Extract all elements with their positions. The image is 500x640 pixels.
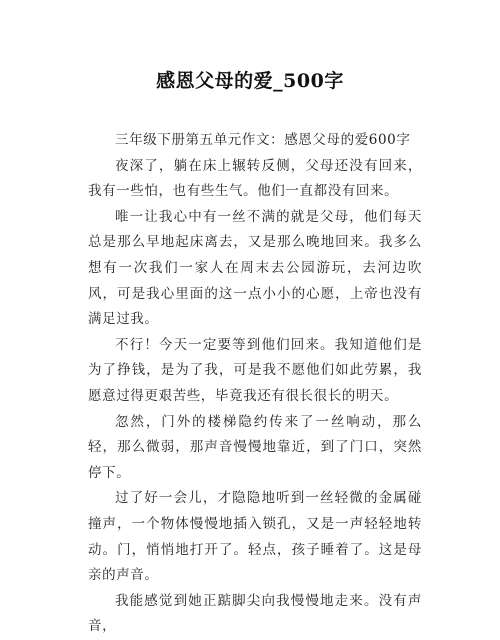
paragraph-4: 不行！今天一定要等到他们回来。我知道他们是为了挣钱，是为了我，可是我不愿他们如此劳累，我愿意过得更艰苦些，毕竟我还有很长很长的明天。 xyxy=(88,336,422,404)
paragraph-2: 夜深了，躺在床上辗转反侧，父母还没有回来，我有一些怕，也有些生气。他们一直都没有回来。 xyxy=(88,157,422,200)
paragraph-3: 唯一让我心中有一丝不满的就是父母，他们每天总是那么早地起床离去，又是那么晚地回来。我多么想有一次我们一家人在周末去公园游玩，去河边吹风，可是我心里面的这一点小小的心愿，上帝也没有满足过我。 xyxy=(88,208,422,328)
paragraph-6: 过了好一会儿，才隐隐地听到一丝轻微的金属碰撞声，一个物体慢慢地插入锁孔，又是一声轻轻地转动。门，悄悄地打开了。轻点，孩子睡着了。这是母亲的声音。 xyxy=(88,490,422,584)
document-body xyxy=(88,128,422,640)
document-title: 感恩父母的爱_500字 xyxy=(156,70,344,92)
paragraph-7: 我能感觉到她正踮脚尖向我慢慢地走来。没有声音， xyxy=(88,592,422,635)
paragraph-1: 三年级下册第五单元作文：感恩父母的爱600字 xyxy=(115,132,411,148)
paragraph-5: 忽然，门外的楼梯隐约传来了一丝响动，那么轻，那么微弱，那声音慢慢地靠近，到了门口，突然停下。 xyxy=(88,413,422,481)
